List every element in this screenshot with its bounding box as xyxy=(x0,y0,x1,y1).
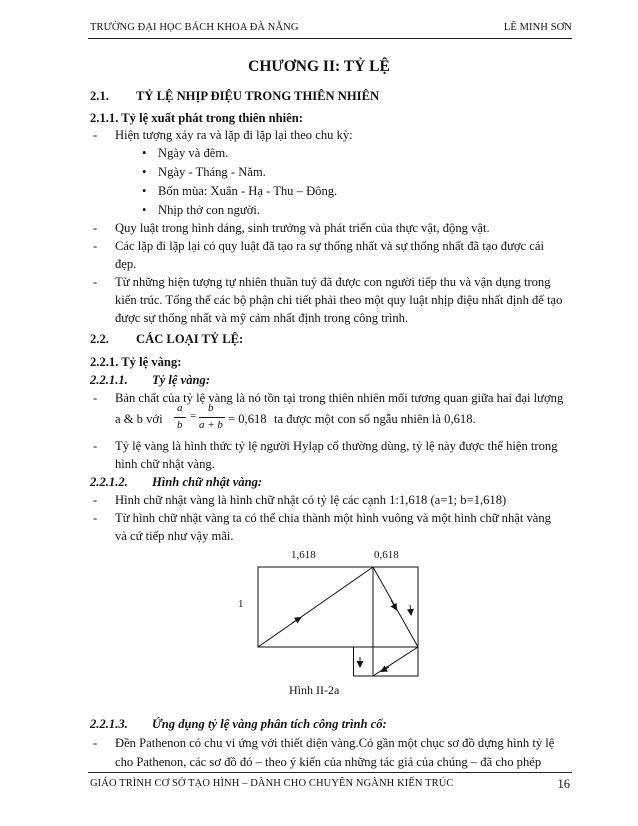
figure-label-short: 0,618 xyxy=(374,549,399,561)
section-2-2-1-title: 2.2.1. Tỷ lệ vàng: xyxy=(90,355,182,369)
dash: - xyxy=(93,511,98,525)
section-2-2-1-2-title: Hình chữ nhật vàng: xyxy=(152,475,263,489)
dash: - xyxy=(93,391,98,405)
paragraph-unity-line1: Các lặp đi lặp lại có quy luật đã tạo ra sự thống nhất và sự thống nhất đã tạo được cái xyxy=(115,239,544,253)
chapter-title: CHƯƠNG II: TỶ LỆ xyxy=(248,58,390,75)
dash: - xyxy=(93,128,98,142)
section-2-2-1-3-title: Ứng dụng tỷ lệ vàng phân tích công trình cổ: xyxy=(152,717,387,731)
paragraph-greek-line1: Tỷ lệ vàng là hình thức tỷ lệ người Hylạp cổ thường dùng, tỷ lệ này được thể hiện trong xyxy=(115,439,558,453)
section-2-2-number: 2.2. xyxy=(90,332,109,346)
header-left: TRƯỜNG ĐẠI HỌC BÁCH KHOA ĐÀ NẴNG xyxy=(90,22,299,33)
paragraph-cycle: Hiện tượng xảy ra và lặp đi lặp lại theo chu kỳ: xyxy=(115,128,353,142)
section-2-1-title: TỶ LỆ NHỊP ĐIỆU TRONG THIÊN NHIÊN xyxy=(136,89,380,103)
paragraph-division-line1: Từ hình chữ nhật vàng ta có thể chia thành một hình vuông và một hình chữ nhật vàng xyxy=(115,511,551,525)
dash: - xyxy=(93,275,98,289)
dash: - xyxy=(93,439,98,453)
formula-denominator-a-plus-b: a + b xyxy=(199,419,223,431)
formula-numerator-a: a xyxy=(177,402,183,414)
paragraph-growth: Quy luật trong hình dáng, sinh trưởng và phát triển của thực vật, động vật. xyxy=(115,221,490,235)
paragraph-architecture-line1: Từ những hiện tượng tự nhiên thuần tuý đã được con người tiếp thu và vận dụng trong xyxy=(115,275,551,289)
paragraph-architecture-line2: kiến trúc. Tổng thể các bộ phận chi tiết phải theo một quy luật nhịp điệu nhất định để tạo xyxy=(115,293,563,307)
page-number: 16 xyxy=(557,777,570,791)
paragraph-architecture-line3: được sự thống nhất và mỹ cảm nhất định trong công trình. xyxy=(115,311,409,325)
paragraph-parthenon-line2: cho Pathenon, các sơ đồ đó – theo ý kiến của những tác giả của chúng – đã cho phép xyxy=(115,755,542,769)
outer-rectangle xyxy=(258,567,418,647)
section-2-2-1-3-number: 2.2.1.3. xyxy=(90,717,128,731)
footer-left: GIÁO TRÌNH CƠ SỞ TẠO HÌNH – DÀNH CHO CHUYÊN NGÀNH KIẾN TRÚC xyxy=(90,778,454,789)
bullet-item: • Nhịp thở con người. xyxy=(158,202,260,218)
arrow-icon xyxy=(292,618,300,623)
paragraph-golden-rect: Hình chữ nhật vàng là hình chữ nhật có tỷ lệ các cạnh 1:1,618 (a=1; b=1,618) xyxy=(115,493,507,507)
bullet-item: • Bốn mùa: Xuân - Hạ - Thu – Đông. xyxy=(158,183,337,199)
paragraph-division-line2: và cứ tiếp như vậy mãi. xyxy=(115,529,234,543)
figure-caption: Hình II-2a xyxy=(289,683,340,697)
figure-label-long: 1,618 xyxy=(291,549,316,561)
dash: - xyxy=(93,493,98,507)
formula-value: = 0,618 xyxy=(228,412,267,426)
footer-rule xyxy=(88,772,572,773)
section-2-2-1-1-title: Tỷ lệ vàng: xyxy=(152,373,211,387)
section-2-2-1-1-number: 2.2.1.1. xyxy=(90,373,128,387)
formula-suffix: ta được một con số ngẫu nhiên là 0,618. xyxy=(274,412,476,426)
paragraph-parthenon-line1: Đền Pathenon có chu vi ứng với thiết diện vàng.Có gần một chục sơ đồ dựng hình tỷ lệ xyxy=(115,736,555,750)
header-right: LÊ MINH SƠN xyxy=(503,22,572,33)
arrow-icon xyxy=(391,600,396,609)
diagonal-small xyxy=(373,647,418,676)
bullet-item: • Ngày và đêm. xyxy=(158,145,228,161)
arrow-icon xyxy=(410,605,411,614)
formula-equals: = xyxy=(190,410,197,422)
section-2-2-title: CÁC LOẠI TỶ LỆ: xyxy=(136,332,244,346)
formula-prefix: a & b với xyxy=(115,412,163,426)
lower-small-rectangle xyxy=(354,647,419,676)
dash: - xyxy=(93,239,98,253)
paragraph-golden-essence: Bản chất của tỷ lệ vàng là nó tồn tại trong thiên nhiên mối tương quan giữa hai đại lượng xyxy=(115,391,564,405)
diagonal-large xyxy=(258,567,373,647)
dash: - xyxy=(93,736,98,750)
section-2-2-1-2-number: 2.2.1.2. xyxy=(90,475,128,489)
section-2-1-number: 2.1. xyxy=(90,89,109,103)
paragraph-greek-line2: hình chữ nhật vàng. xyxy=(115,457,215,471)
section-2-1-1-title: 2.1.1. Tỷ lệ xuất phát trong thiên nhiên: xyxy=(90,111,303,125)
diagonal-mid xyxy=(373,567,418,647)
paragraph-unity-line2: đẹp. xyxy=(115,257,137,271)
figure-label-side: 1 xyxy=(238,598,244,610)
bullet-item: • Ngày - Tháng - Năm. xyxy=(158,164,266,180)
formula-denominator-b: b xyxy=(177,419,183,431)
dash: - xyxy=(93,221,98,235)
formula-numerator-b: b xyxy=(208,402,214,414)
